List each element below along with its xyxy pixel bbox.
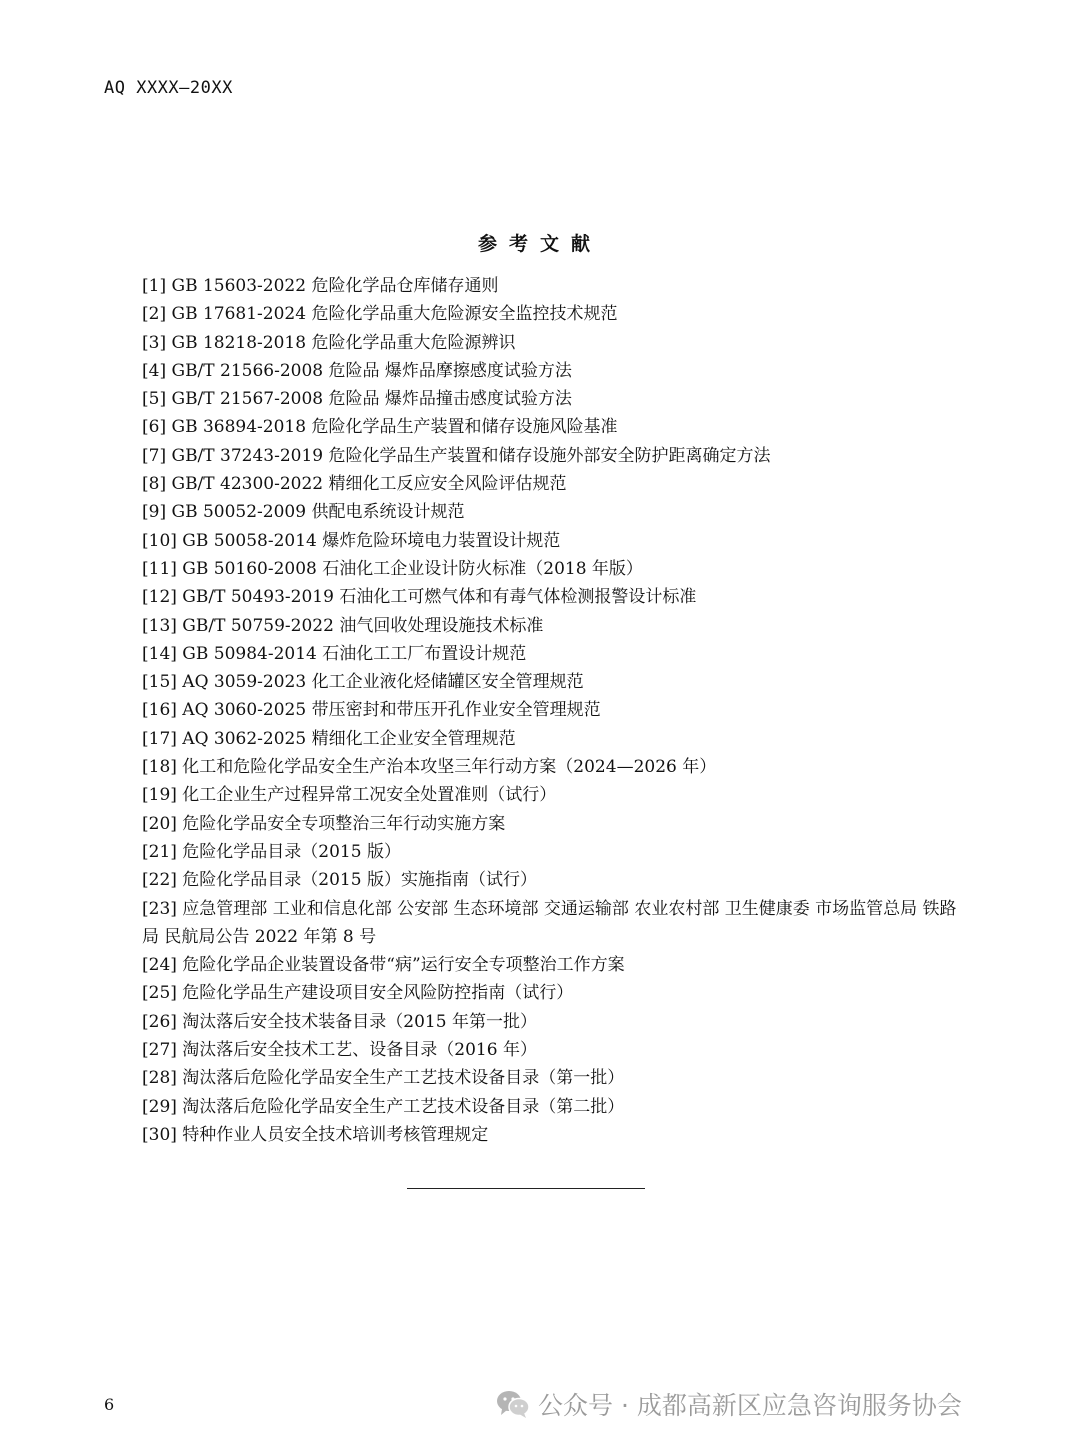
reference-item: [19] 化工企业生产过程异常工况安全处置准则（试行） — [142, 785, 557, 806]
reference-item: [1] GB 15603-2022 危险化学品仓库储存通则 — [142, 276, 499, 296]
reference-item: [11] GB 50160-2008 石油化工企业设计防火标准（2018 年版） — [142, 558, 643, 579]
reference-item: [14] GB 50984-2014 石油化工工厂布置设计规范 — [142, 643, 527, 664]
reference-item: [12] GB/T 50493-2019 石油化工可燃气体和有毒气体检测报警设计标准 — [142, 587, 697, 608]
reference-item: [24] 危险化学品企业装置设备带“病”运行安全专项整治工作方案 — [142, 955, 625, 976]
reference-item: [9] GB 50052-2009 供配电系统设计规范 — [142, 502, 465, 523]
reference-item: [2] GB 17681-2024 危险化学品重大危险源安全监控技术规范 — [142, 304, 618, 325]
watermark-text: 公众号 · 成都高新区应急咨询服务协会 — [538, 1391, 962, 1420]
page-title: 参考文献 — [477, 233, 602, 255]
reference-item: [30] 特种作业人员安全技术培训考核管理规定 — [142, 1124, 489, 1145]
reference-item: [29] 淘汰落后危险化学品安全生产工艺技术设备目录（第二批） — [142, 1096, 625, 1117]
reference-item: [23] 应急管理部 工业和信息化部 公安部 生态环境部 交通运输部 农业农村部 卫生健康委 市场监管总局 铁路局 民航局公告 2022 年第 8 号 — [142, 898, 957, 947]
reference-item: [13] GB/T 50759-2022 油气回收处理设施技术标准 — [142, 615, 544, 636]
reference-item: [22] 危险化学品目录（2015 版）实施指南（试行） — [142, 870, 537, 891]
reference-item: [28] 淘汰落后危险化学品安全生产工艺技术设备目录（第一批） — [142, 1068, 625, 1089]
reference-item: [10] GB 50058-2014 爆炸危险环境电力装置设计规范 — [142, 530, 561, 551]
page-number: 6 — [104, 1395, 115, 1414]
end-divider — [407, 1188, 645, 1189]
reference-item: [26] 淘汰落后安全技术装备目录（2015 年第一批） — [142, 1011, 537, 1032]
reference-list — [142, 272, 972, 1149]
reference-item: [5] GB/T 21567-2008 危险品 爆炸品撞击感度试验方法 — [142, 389, 572, 410]
reference-item: [18] 化工和危险化学品安全生产治本攻坚三年行动方案（2024—2026 年） — [142, 757, 717, 778]
reference-item: [21] 危险化学品目录（2015 版） — [142, 841, 401, 862]
standard-code: AQ XXXX—20XX — [104, 78, 233, 98]
wechat-icon — [496, 1389, 530, 1419]
reference-item: [16] AQ 3060-2025 带压密封和带压开孔作业安全管理规范 — [142, 700, 601, 721]
reference-item: [20] 危险化学品安全专项整治三年行动实施方案 — [142, 813, 506, 834]
reference-item: [7] GB/T 37243-2019 危险化学品生产装置和储存设施外部安全防护距离确定方法 — [142, 445, 771, 466]
reference-item: [8] GB/T 42300-2022 精细化工反应安全风险评估规范 — [142, 474, 567, 495]
reference-item: [6] GB 36894-2018 危险化学品生产装置和储存设施风险基准 — [142, 417, 618, 438]
reference-item: [3] GB 18218-2018 危险化学品重大危险源辨识 — [142, 332, 516, 353]
watermark — [496, 1386, 962, 1422]
reference-item: [27] 淘汰落后安全技术工艺、设备目录（2016 年） — [142, 1040, 537, 1061]
reference-item: [4] GB/T 21566-2008 危险品 爆炸品摩擦感度试验方法 — [142, 360, 572, 381]
reference-item: [25] 危险化学品生产建设项目安全风险防控指南（试行） — [142, 983, 574, 1004]
reference-item: [17] AQ 3062-2025 精细化工企业安全管理规范 — [142, 728, 516, 749]
reference-item: [15] AQ 3059-2023 化工企业液化烃储罐区安全管理规范 — [142, 672, 584, 693]
